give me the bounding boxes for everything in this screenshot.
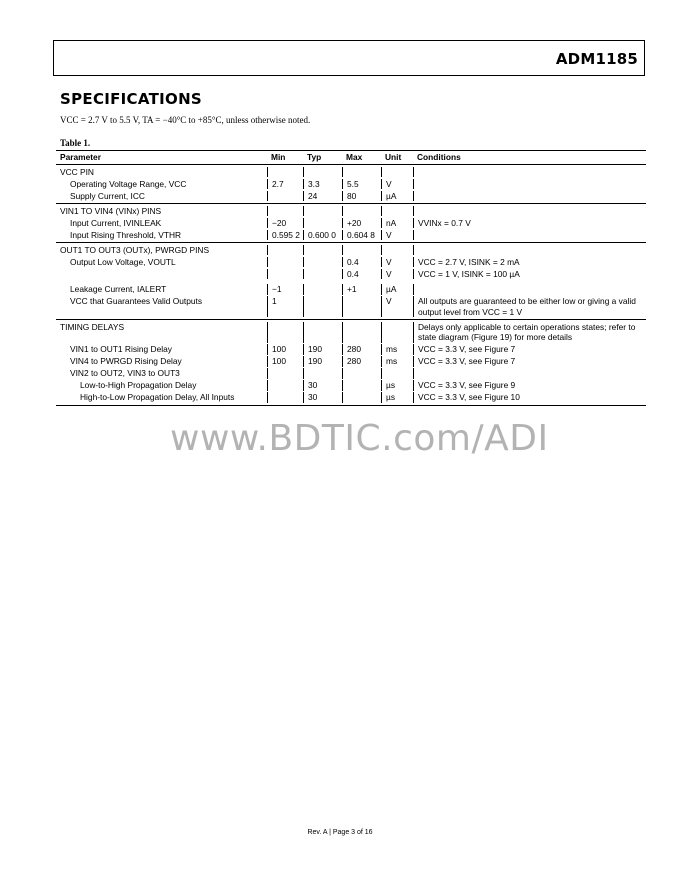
spec-table: [56, 150, 646, 406]
table-header-row: [56, 150, 646, 165]
cell-min: [267, 269, 303, 280]
cell-conditions: [413, 230, 646, 241]
cell-parameter: Input Rising Threshold, VTHR: [70, 229, 182, 240]
cell-max: 80: [342, 191, 381, 202]
cell-min: −20: [267, 218, 303, 229]
cell-typ: 190: [303, 356, 342, 367]
cell-unit: µA: [381, 284, 413, 295]
cell-conditions: VCC = 2.7 V, ISINK = 2 mA: [413, 257, 646, 268]
table-row: [56, 243, 646, 255]
cell-min: [267, 191, 303, 202]
cell-typ: [303, 257, 342, 268]
cell-conditions: VCC = 3.3 V, see Figure 7: [413, 356, 646, 367]
cell-max: +1: [342, 284, 381, 295]
cell-min: [267, 257, 303, 268]
cell-typ: 30: [303, 380, 342, 391]
cell-max: 5.5: [342, 179, 381, 190]
cell-unit: V: [381, 269, 413, 280]
col-header-conditions: Conditions: [417, 152, 461, 162]
cell-parameter: OUT1 TO OUT3 (OUTx), PWRGD PINS: [60, 244, 210, 255]
table-row: [56, 343, 646, 355]
table-row: [56, 391, 646, 406]
table-row: [56, 165, 646, 177]
cell-max: 0.4: [342, 257, 381, 268]
table-row: [56, 367, 646, 379]
cell-typ: 0.600 0: [303, 230, 342, 241]
col-header-unit: Unit: [385, 152, 402, 162]
cell-typ: [303, 218, 342, 229]
cell-min: 0.595 2: [267, 230, 303, 241]
cell-max: [342, 380, 381, 391]
table-row: [56, 177, 646, 189]
cell-min: 100: [267, 344, 303, 355]
watermark: www.BDTIC.com/ADI: [170, 418, 549, 459]
col-header-parameter: Parameter: [60, 152, 101, 162]
cell-min: 2.7: [267, 179, 303, 190]
part-number: ADM1185: [555, 50, 638, 68]
cell-parameter: VIN1 to OUT1 Rising Delay: [70, 344, 172, 354]
cell-parameter: Low-to-High Propagation Delay: [80, 380, 197, 390]
cell-conditions: [413, 191, 646, 202]
cell-parameter: VCC that Guarantees Valid Outputs: [70, 296, 203, 306]
table-row: [56, 216, 646, 228]
cell-unit: V: [381, 230, 413, 241]
cell-typ: [303, 269, 342, 280]
intro-text: VCC = 2.7 V to 5.5 V, TA = −40°C to +85°C, unless otherwise noted.: [60, 115, 311, 125]
cell-max: +20: [342, 218, 381, 229]
table-row: [56, 255, 646, 267]
cell-unit: V: [381, 257, 413, 268]
cell-conditions: VCC = 3.3 V, see Figure 9: [413, 380, 646, 391]
cell-min: [267, 392, 303, 403]
cell-unit: V: [381, 179, 413, 190]
header-box: [53, 40, 645, 76]
cell-conditions: VVINx = 0.7 V: [413, 218, 646, 229]
page-footer: Rev. A | Page 3 of 16: [307, 829, 373, 836]
cell-unit: V: [381, 296, 413, 317]
cell-max: 280: [342, 344, 381, 355]
cell-parameter: VIN4 to PWRGD Rising Delay: [70, 356, 182, 366]
table-row: [56, 189, 646, 204]
cell-parameter: Supply Current, ICC: [70, 190, 145, 201]
cell-unit: ms: [381, 344, 413, 355]
cell-typ: [303, 284, 342, 295]
cell-parameter: High-to-Low Propagation Delay, All Inputs: [80, 392, 235, 402]
cell-unit: ms: [381, 356, 413, 367]
cell-conditions: VCC = 3.3 V, see Figure 7: [413, 344, 646, 355]
cell-min: [267, 380, 303, 391]
cell-min: −1: [267, 284, 303, 295]
cell-parameter: VCC PIN: [60, 166, 94, 177]
cell-typ: [303, 296, 342, 317]
cell-typ: 24: [303, 191, 342, 202]
cell-parameter: Output Low Voltage, VOUTL: [70, 256, 176, 267]
cell-unit: nA: [381, 218, 413, 229]
table-row: [56, 320, 646, 343]
cell-min: 100: [267, 356, 303, 367]
cell-typ: 190: [303, 344, 342, 355]
cell-typ: 3.3: [303, 179, 342, 190]
cell-max: [342, 296, 381, 317]
cell-unit: µA: [381, 191, 413, 202]
cell-conditions: VCC = 1 V, ISINK = 100 µA: [413, 269, 646, 280]
table-row: [56, 228, 646, 243]
cell-conditions: VCC = 3.3 V, see Figure 10: [413, 392, 646, 403]
cell-conditions: Delays only applicable to certain operations states; refer to state diagram (Figure 19) for more details: [413, 322, 646, 343]
cell-parameter: TIMING DELAYS: [60, 321, 125, 332]
cell-max: [342, 392, 381, 403]
cell-conditions: All outputs are guaranteed to be either low or giving a valid output level from VCC = 1 V: [413, 296, 646, 317]
cell-conditions: [413, 284, 646, 295]
table-row: [56, 267, 646, 279]
cell-max: 0.4: [342, 269, 381, 280]
table-row: [56, 279, 646, 295]
section-title: SPECIFICATIONS: [60, 90, 203, 108]
cell-conditions: [413, 179, 646, 190]
cell-parameter: [56, 269, 267, 280]
cell-parameter: VIN2 to OUT2, VIN3 to OUT3: [70, 368, 180, 378]
cell-parameter: Leakage Current, IALERT: [70, 284, 167, 294]
cell-unit: µs: [381, 380, 413, 391]
col-header-max: Max: [346, 152, 363, 162]
cell-parameter: Input Current, IVINLEAK: [70, 217, 162, 228]
col-header-typ: Typ: [307, 152, 322, 162]
cell-parameter: Operating Voltage Range, VCC: [70, 178, 187, 189]
cell-unit: µs: [381, 392, 413, 403]
table-row: [56, 379, 646, 391]
cell-typ: 30: [303, 392, 342, 403]
table-caption: Table 1.: [60, 138, 91, 148]
cell-max: 280: [342, 356, 381, 367]
cell-min: 1: [267, 296, 303, 317]
cell-max: 0.604 8: [342, 230, 381, 241]
table-row: [56, 204, 646, 216]
table-row: [56, 355, 646, 367]
cell-parameter: VIN1 TO VIN4 (VINx) PINS: [60, 205, 162, 216]
table-row: [56, 295, 646, 321]
col-header-min: Min: [271, 152, 286, 162]
